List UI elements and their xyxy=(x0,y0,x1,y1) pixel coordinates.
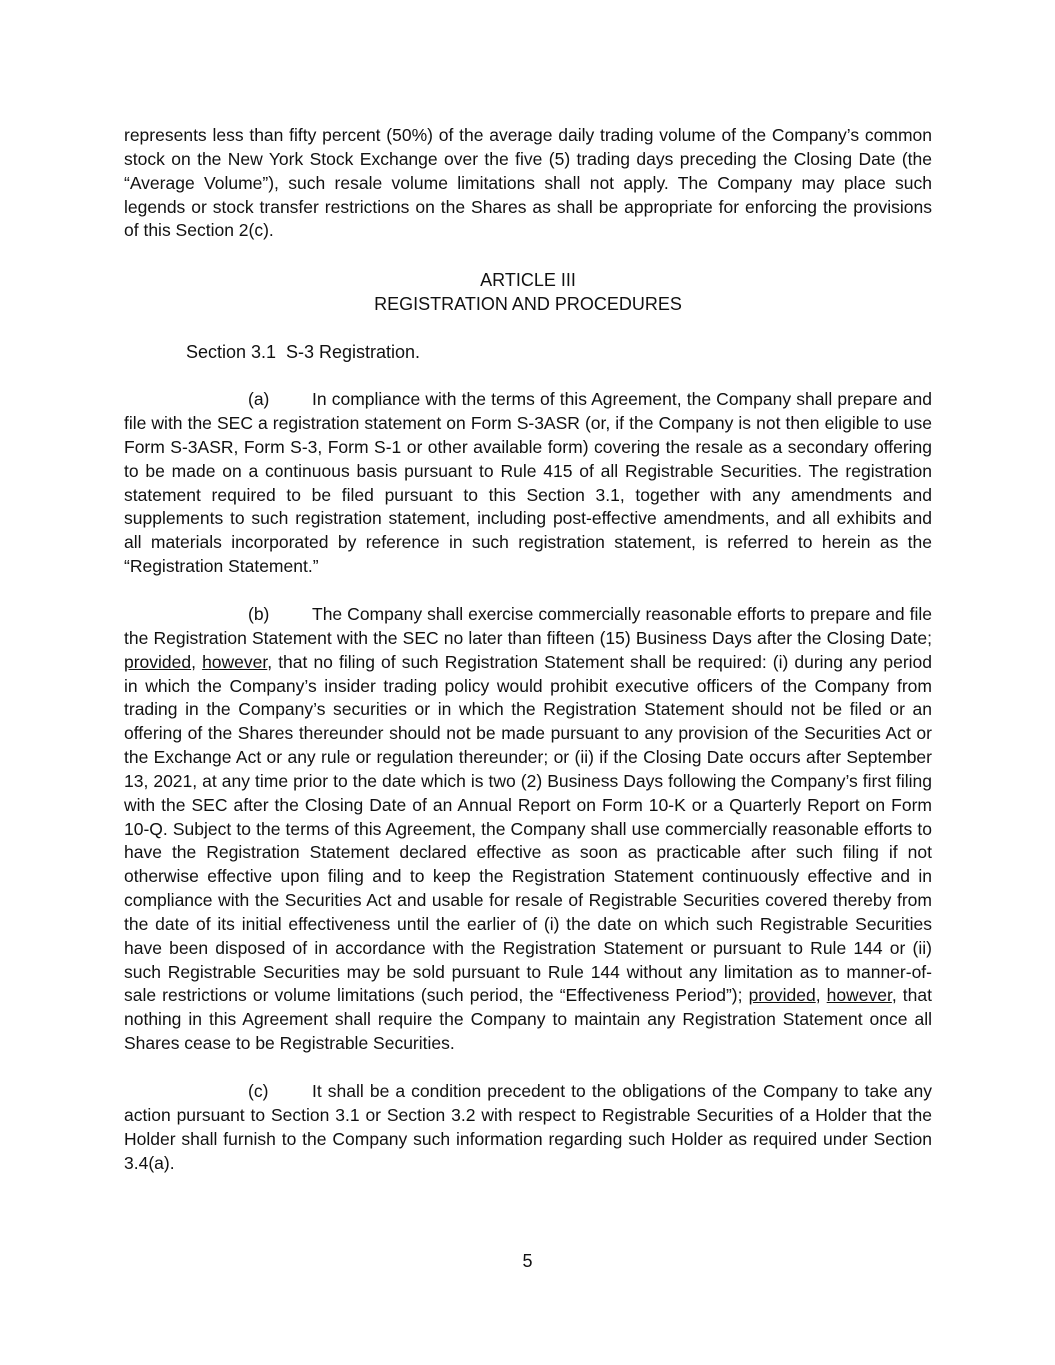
intro-paragraph: represents less than fifty percent (50%) of the average daily trading volume of the Company’s common stock on the New York Stock Exchange over the five (5) trading days preceding the Closing Date (the “Average Volume”), such resale volume limitations shall not apply. The Company may place such legends or stock transfer restrictions on the Shares as shall be appropriate for enforcing the provisions of this Section 2(c). xyxy=(124,125,932,241)
however-term-2: however xyxy=(826,985,892,1006)
article-title: REGISTRATION AND PROCEDURES xyxy=(374,294,682,315)
provided-term-1: provided xyxy=(124,651,192,672)
paragraph-a xyxy=(124,388,932,579)
section-number: Section 3.1 xyxy=(186,342,277,363)
section-title: S-3 Registration. xyxy=(286,342,421,363)
section-heading xyxy=(124,340,932,364)
paragraph-a-label: (a) xyxy=(248,389,270,410)
paragraph-b-text-2: , that no filing of such Registration Statement shall be required: (i) during any period in which the Company’s insider trading policy would prohibit executive officers of the Company from trading in the Company’s securities or in which the Registration Statement should not be filed or an offering of the Shares thereunder should not be made pursuant to any provision of the Securities Act or the Exchange Act or any rule or regulation thereunder; or (ii) if the Closing Date occurs after September 13, 2021, at any time prior to the date which is two (2) Business Days following the Company’s first filing with the SEC after the Closing Date of an Annual Report on Form 10-K or a Quarterly Report on Form 10-Q. Subject to the terms of this Agreement, the Company shall use commercially reasonable efforts to have the Registration Statement declared effective as soon as practicable after such filing if not otherwise effective upon filing and to keep the Registration Statement continuously effective and in compliance with the Securities Act and usable for resale of Registrable Securities covered thereby from the date of its initial effectiveness until the earlier of (i) the date on which such Registrable Securities have been disposed of in accordance with the Registration Statement or pursuant to Rule 144 or (ii) such Registrable Securities may be sold pursuant to Rule 144 without any limitation as to manner-of-sale restrictions or volume limitations (such period, the “Effectiveness Period”); xyxy=(124,651,932,1006)
paragraph-c-label: (c) xyxy=(248,1081,269,1101)
paragraph-b-label: (b) xyxy=(248,603,270,624)
paragraph-b-text-3: , that nothing in this Agreement shall require the Company to maintain any Registration Statement once all Shares cease to be Registrable Securities. xyxy=(124,985,932,1054)
however-term-1: however xyxy=(202,651,268,672)
page-number: 5 xyxy=(522,1251,533,1271)
paragraph-a-text: In compliance with the terms of this Agreement, the Company shall prepare and file with the SEC a registration statement on Form S-3ASR (or, if the Company is not then eligible to use Form S-3ASR, Form S-3, Form S-1 or other available form) covering the resale as a secondary offering to be made on a continuous basis pursuant to Rule 415 of all Registrable Securities. The registration statement required to be filed pursuant to this Section 3.1, together with any amendments and supplements to such registration statement, including post-effective amendments, and all exhibits and all materials incorporated by reference in such registration statement, is referred to herein as the “Registration Statement.” xyxy=(124,389,932,577)
comma-2: , xyxy=(815,985,827,1006)
document-page xyxy=(124,124,932,1175)
paragraph-b-text-1: The Company shall exercise commercially reasonable efforts to prepare and file the Registration Statement with the SEC no later than fifteen (15) Business Days after the Closing Date; xyxy=(124,603,932,648)
provided-term-2: provided xyxy=(748,985,816,1006)
paragraph-b xyxy=(124,603,932,1056)
paragraph-c-text: It shall be a condition precedent to the obligations of the Company to take any action pursuant to Section 3.1 or Section 3.2 with respect to Registrable Securities of a Holder that the Holder shall furnish to the Company such information regarding such Holder as required under Section 3.4(a). xyxy=(124,1081,932,1173)
paragraph-c xyxy=(124,1080,932,1175)
article-number: ARTICLE III xyxy=(480,270,576,291)
comma-1: , xyxy=(191,651,203,672)
